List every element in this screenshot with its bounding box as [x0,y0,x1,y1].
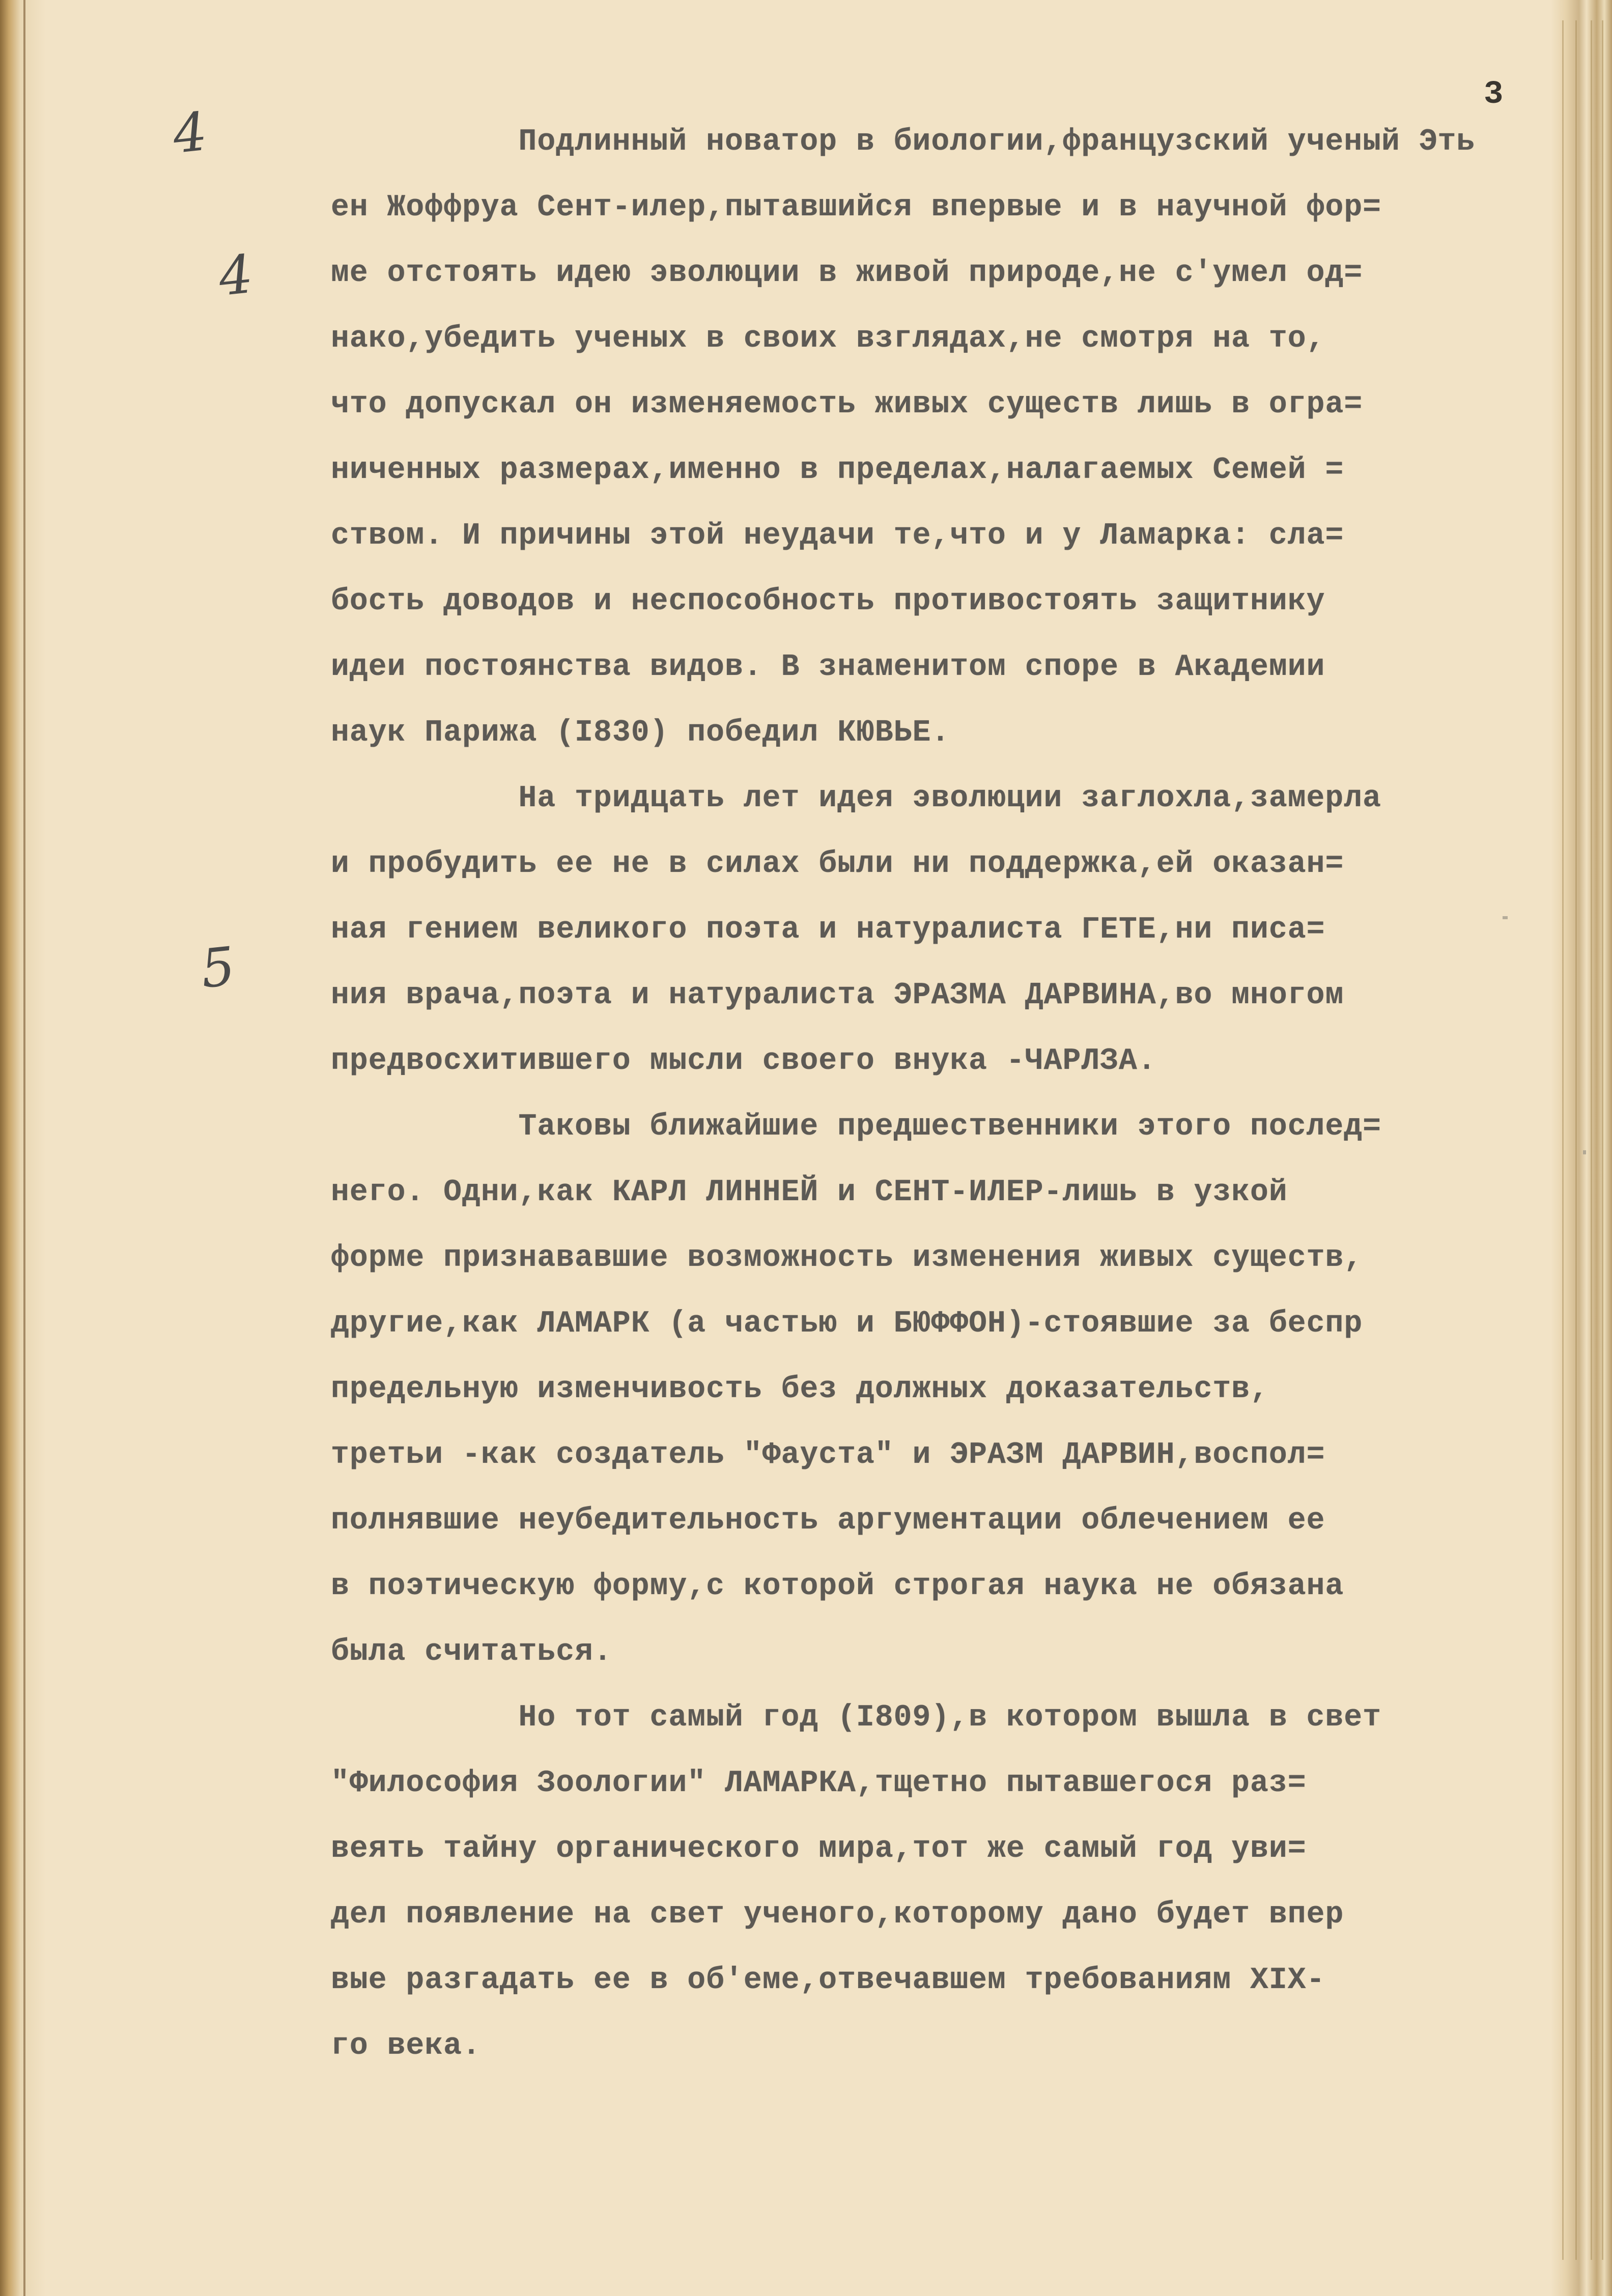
typewritten-text [331,109,1552,2079]
text-line: го века. [331,2029,481,2063]
text-line: Подлинный новатор в биологии,французский ученый Эть [518,125,1476,159]
text-line: вые разгадать ее в об'еме,отвечавшем требованиям XIX- [331,1963,1325,1998]
text-line: Таковы ближайшие предшественники этого послед= [518,1110,1381,1144]
text-line: нако,убедить ученых в своих взглядах,не смотря на то, [331,322,1325,356]
text-line: "Философия Зоологии" ЛАМАРКА,тщетно пытавшегося раз= [331,1766,1307,1801]
text-line: другие,как ЛАМАРК (а частью и БЮФФОН)-стоявшие за беспр [331,1307,1363,1341]
margin-note: 4 [215,242,256,308]
text-line: ния врача,поэта и натуралиста ЭРАЗМА ДАРВИНА,во многом [331,978,1344,1013]
text-line: На тридцать лет идея эволюции заглохла,замерла [518,781,1381,816]
text-line: ством. И причины этой неудачи те,что и у Ламарка: сла= [331,519,1344,553]
text-line: форме признававшие возможность изменения живых существ, [331,1241,1363,1275]
text-line: полнявшие неубедительность аргументации облечением ее [331,1504,1325,1538]
text-line: и пробудить ее не в силах были ни поддержка,ей оказан= [331,847,1344,882]
text-line: третьи -как создатель "Фауста" и ЭРАЗМ ДАРВИН,воспол= [331,1438,1325,1472]
text-line: была считаться. [331,1635,612,1669]
text-line: ная гением великого поэта и натуралиста ГЕТЕ,ни писа= [331,913,1325,947]
text-line: ен Жоффруа Сент-илер,пытавшийся впервые и в научной фор= [331,190,1382,225]
text-line: дел появление на свет ученого,которому дано будет впер [331,1897,1344,1932]
text-line: ниченных размерах,именно в пределах,налагаемых Семей = [331,453,1344,488]
right-page-stack-edge [1551,0,1612,2296]
text-line: веять тайну органического мира,тот же самый год уви= [331,1832,1307,1866]
margin-note: 5 [197,934,238,1001]
text-line: Но тот самый год (I809),в котором вышла в свет [518,1700,1381,1735]
text-line: ме отстоять идею эволюции в живой природе,не с'умел од= [331,256,1363,291]
text-line: в поэтическую форму,с которой строгая наука не обязана [331,1569,1344,1604]
text-line: идеи постоянства видов. В знаменитом споре в Академии [331,650,1325,685]
ink-mark [1583,1150,1586,1154]
text-line: предельную изменчивость без должных доказательств, [331,1372,1269,1407]
text-line: него. Одни,как КАРЛ ЛИННЕЙ и СЕНТ-ИЛЕР-лишь в узкой [331,1175,1288,1210]
page-number: 3 [1484,76,1504,113]
left-binding-edge [0,0,46,2296]
text-line: что допускал он изменяемость живых существ лишь в огра= [331,387,1363,422]
text-line: наук Парижа (I830) победил КЮВЬЕ. [331,716,950,750]
text-line: предвосхитившего мысли своего внука -ЧАРЛЗА. [331,1044,1156,1079]
text-line: бость доводов и неспособность противостоять защитнику [331,584,1325,619]
margin-note: 4 [169,100,210,166]
